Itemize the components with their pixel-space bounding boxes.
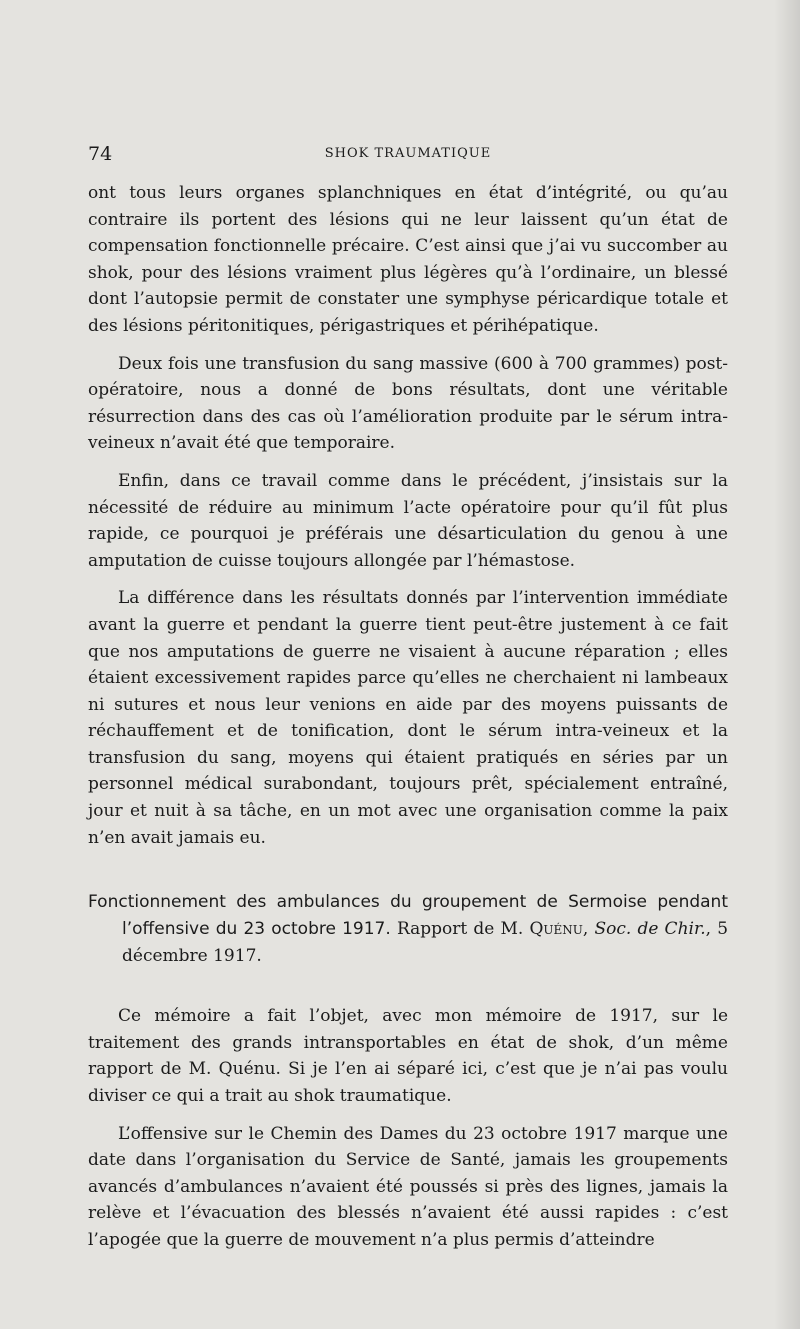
section-title: Fonctionnement des ambulances du groupement de Sermoise pendant l’offensive du 23 octobre 1917. — [88, 892, 728, 940]
paragraph-4: La différence dans les résultats donnés par l’intervention immédiate avant la guerre et pendant la guerre tient peut-être justement à ce fait que nos amputations de guerre ne visaient à aucune réparation ; elles étaient excessivement rapides parce qu’elles ne cherchaient ni lambeaux ni sutures et nous leur venions en aide par des moyens puissants de réchauffement et de tonification, dont le sérum intra-veineux et la transfusion du sang, moyens qui étaient pratiqués en séries par un personnel médical surabondant, toujours prêt, spécialement entraîné, jour et nuit à sa tâche, en un mot avec une organisation comme la paix n’en avait jamais eu. — [88, 588, 728, 848]
section-paragraph-1: Ce mémoire a fait l’objet, avec mon mémoire de 1917, sur le traitement des grands intransportables en état de shok, d’un même rapport de M. Quénu. Si je l’en ai séparé ici, c’est que je n’ai pas voulu diviser ce qui a trait au shok traumatique. — [88, 1006, 728, 1107]
ref-date: 5 décembre 1917. — [122, 919, 729, 967]
section-heading — [88, 889, 728, 970]
running-head: SHOK TRAUMATIQUE — [324, 146, 492, 161]
paragraph-3: Enfin, dans ce travail comme dans le précédent, j’insistais sur la nécessité de réduire au minimum l’acte opératoire pour qu’il fût plus rapide, ce pourquoi je préférais une désarticulation du genou à une amputation de cuisse toujours allongée par l’hémastose. — [88, 470, 728, 571]
ref-author: Quénu — [529, 919, 583, 940]
page-edge-shadow — [774, 0, 800, 1329]
paragraph-1: ont tous leurs organes splanchniques en état d’intégrité, ou qu’au contraire ils portent des lésions qui ne leur laissent qu’un état de compensation fonctionnelle précaire. C’est ainsi que j’ai vu succomber au shok, pour des lésions vraiment plus légères qu’à l’ordinaire, un blessé dont l’autopsie permit de constater une symphyse péricardique totale et des lésions péritonitiques, périgastriques et périhépatique. — [88, 183, 728, 336]
report-reference: Rapport de M. Quénu, Soc. de Chir., 5 décembre 1917. — [122, 919, 729, 967]
page-header — [88, 141, 728, 167]
page-body — [88, 180, 728, 1254]
section-paragraph-2: L’offensive sur le Chemin des Dames du 23 octobre 1917 marque une date dans l’organisation du Service de Santé, jamais les groupements avancés d’ambulances n’avaient été poussés si près des lignes, jamais la relève et l’évacuation des blessés n’avaient été aussi rapides : c’est l’apogée que la guerre de mouvement n’a plus permis d’atteindre — [88, 1123, 728, 1250]
paragraph-2: Deux fois une transfusion du sang massive (600 à 700 grammes) post-opératoire, nous a donné de bons résultats, dont une véritable résurrection dans des cas où l’amélioration produite par le sérum intra-veineux n’avait été que temporaire. — [88, 353, 728, 454]
page-number: 74 — [88, 143, 113, 165]
ref-journal: Soc. de Chir. — [594, 919, 706, 940]
ref-prefix: Rapport de M. — [396, 919, 524, 940]
